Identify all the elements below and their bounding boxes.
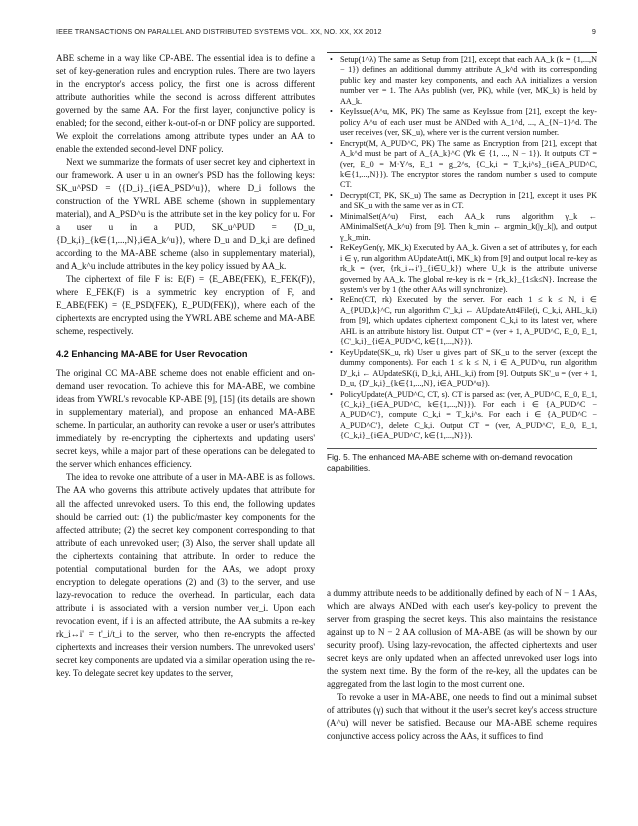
algorithm-item [327,55,597,107]
algorithm-text: KeyIssue(A^u, MK, PK) The same as KeyIssue from [21], except the key-policy A^u of each user must be ANDed with A_1^d, ..., A_{N−1}^d. The user receives (ver, SK_u), where ver is the current version number. [340,107,597,138]
algorithm-text: PolicyUpdate(A_PUD^C, CT, s). CT is parsed as: (ver, A_PUD^C, E_0, E_1, {C_k,i}_{i∈A_PUD^C, k∈{1,...,N}}). For each i ∈ {A_PUD^C − A_PUD^C'}, compute C_k,i = T_k,i^s. For each i ∈ {A_PUD^C − A_PUD^C'}, delete C_k,i. Output CT = (ver, A_PUD^C', E_0, E_1, {C_k,i}_{i∈A_PUD^C', k∈{1,...,N}}). [340,389,597,441]
paragraph-revoke-user: To revoke a user in MA-ABE, one needs to find out a minimal subset of attributes (γ) such that without it the user's secret key's access structure (A^u) will never be satisfied. Because our MA-ABE scheme requires conjunctive access policy across the AAs, it suffices to find [327,692,597,742]
algorithm-item [327,139,597,191]
bullet-icon: • [330,243,333,253]
bullet-icon: • [330,347,333,357]
bullet-icon: • [330,211,333,221]
running-header [56,27,596,39]
paragraph-abe-policy: ABE scheme in a way like CP-ABE. The essential idea is to define a set of key-generation rules and encryption rules. There are two layers in the encryptor's access policy, the first one is across different attribute authorities while the second is across different attributes governed by the same AA. For the first layer, conjunctive policy is enabled; for the second, either k-out-of-n or DNF policy are supported. We exploit the correlations among attribute types under an AA to enable the extended second-level DNF policy. [56,53,315,155]
bullet-icon: • [330,107,333,117]
bullet-icon: • [330,295,333,305]
algorithm-item [327,348,597,390]
algorithm-text: Decrypt(CT, PK, SK_u) The same as Decryption in [21], except it uses PK and SK_u with the same ver as in CT. [340,190,597,211]
algorithm-text: Encrypt(M, A_PUD^C, PK) The same as Encryption from [21], except that A_k^d must be part of A_{A_k}^C (∀k ∈ {1, ..., N − 1}). It outputs CT = (ver, E_0 = M·Y^s, E_1 = g_2^s, {C_k,i = T_k,i^s}_{i∈A_PUD^C, k∈{1,...,N}}). The encryptor stores the random number s used to compute CT. [340,138,597,190]
paragraph-key-formats: Next we summarize the formats of user secret key and ciphertext in our framework. A user u in an owner's PSD has the following keys: SK_u^PSD = ⟨{D_i}_{i∈A_PSD^u}⟩, where D_i follows the construction of the YWRL ABE scheme (shown in supplementary material), and A_PSD^u is the attribute set in the key policy for u. For a user u in a PUD, SK_u^PUD = ⟨D_u, {D_k,i}_{k∈{1,...,N},i∈A_k^u}⟩, where D_u and D_k,i are defined according to the MA-ABE scheme (also in supplementary material), and A_k^u include attributes in the key policy issued by AA_k. [56,157,315,272]
algorithm-item [327,243,597,295]
paragraph-revocation-intro: The original CC MA-ABE scheme does not enable efficient and on-demand user revocation. To achieve this for MA-ABE, we combine ideas from YWRL's revocable KP-ABE [9], [15] (its details are shown in supplementary material), and propose an enhanced MA-ABE scheme. In particular, an authority can revoke a user or user's attributes immediately by re-encrypting the ciphertexts and updating users' secret keys, while a major part of these operations can be delegated to the server which enhances efficiency. [56,368,315,470]
bullet-icon: • [330,55,333,64]
algorithm-text: MinimalSet(A^u) First, each AA_k runs algorithm γ_k ← AMinimalSet(A_k^u) from [9]. Then k_min ← argmin_k(|γ_k|), and output γ_k_min. [340,211,597,242]
right-text [327,587,597,743]
bullet-icon: • [330,190,333,200]
bullet-icon: • [330,138,333,148]
algorithm-text: KeyUpdate(SK_u, rk) User u gives part of SK_u to the server (except the dummy components). For each 1 ≤ k ≤ N, i ∈ A_PUD^u, run algorithm D'_k,i ← AUpdateSK(i, D_k,i, AHL_k,i) from [9]. Outputs SK'_u = (ver + 1, D_u, {D'_k,i}_{k∈{1,...,N}, i∈A_PUD^u}). [340,347,597,389]
algorithm-item [327,212,597,243]
paragraph-revocation-idea: The idea to revoke one attribute of a user in MA-ABE is as follows. The AA who governs this attribute actively updates that attribute for all the affected unrevoked users. To this end, the following updates should be carried out: (1) the public/master key components for the affected attribute; (2) the secret key component corresponding to that attribute of each unrevoked user; (3) Also, the server shall update all the ciphertexts containing that attribute. In order to reduce the potential computational burden for the AAs, we adopt proxy encryption to delegate operations (2) and (3) to the server, and use lazy-revocation to reduce the overhead. In particular, each data attribute i is associated with a version number ver_i. Upon each revocation event, if i is an affected attribute, the AA submits a re-key rk_i↔i' = t'_i/t_i to the server, who then re-encrypts the affected ciphertexts and increases their version numbers. The unrevoked users' secret key components are updated via a similar operation using the re-key. To delegate secret key updates to the server, [56,472,315,678]
algorithm-text: Setup(1^λ) The same as Setup from [21], except that each AA_k (k = {1,...,N − 1}) defines an additional dummy attribute A_k^d with its corresponding public key and master key components, and each AA initializes a version number ver = 1. The AAs publish (ver, PK), while (ver, MK_k) is held by AA_k. [340,55,597,106]
paragraph-ciphertext: The ciphertext of file F is: E(F) = ⟨E_ABE(FEK), E_FEK(F)⟩, where E_FEK(F) is a symmetric key encryption of F, and E_ABE(FEK) = ⟨E_PSD(FEK), E_PUD(FEK)⟩, where each of the ciphertexts are encrypted using the YWRL ABE scheme and MA-ABE scheme, respectively. [56,274,315,337]
algorithm-figure [327,52,597,474]
section-heading: 4.2 Enhancing MA-ABE for User Revocation [56,349,248,360]
algorithm-item [327,191,597,212]
algorithm-text: ReEnc(CT, rk) Executed by the server. For each 1 ≤ k ≤ N, i ∈ A_{PUD,k}^C, run algorithm C'_k,i ← AUpdateAtt4File(i, C_k,i, AHL_k,i) from [9], which updates ciphertext component C_k,i to its latest ver, where AHL is an attribute history list. Output CT' = (ver + 1, A_PUD^C, E_0, E_1, {C'_k,i}_{i∈A_PUD^C, k∈{1,...,N}}). [340,295,597,347]
left-column [56,52,315,822]
page-number: 9 [591,27,596,36]
right-column [327,52,597,822]
journal-title: IEEE TRANSACTIONS ON PARALLEL AND DISTRIBUTED SYSTEMS VOL. XX, NO. XX, XX 2012 [56,27,382,36]
algorithm-item [327,107,597,138]
algorithm-list [327,55,597,442]
algorithm-text: ReKeyGen(γ, MK_k) Executed by AA_k. Given a set of attributes γ, for each i ∈ γ, run algorithm AUpdateAtt(i, MK_k) from [9] and output local re-key as rk_k = (ver, {rk_i↔i'}_{i∈U_k}) where U_k is the attribute universe governed by AA_k. The global re-key is rk = {rk_k}_{1≤k≤N}. Increase the system's ver by 1 (the other AAs will synchronize). [340,243,597,294]
bullet-icon: • [330,389,333,399]
algorithm-item [327,295,597,347]
algorithm-item [327,390,597,442]
paragraph-dummy-attribute: a dummy attribute needs to be additionally defined by each of N − 1 AAs, which are always ANDed with each user's key-policy to prevent the server from grasping the secret keys. This also maintains the resistance against up to N − 2 AA collusion of MA-ABE (as will be shown by our security proof). Using lazy-revocation, the affected ciphertexts and user secret keys are only updated when an affected unrevoked user logs into the system next time. By the form of the re-key, all the updates can be aggregated from the last login to the most current one. [327,588,597,690]
figure-caption: Fig. 5. The enhanced MA-ABE scheme with on-demand revocation capabilities. [327,448,597,474]
